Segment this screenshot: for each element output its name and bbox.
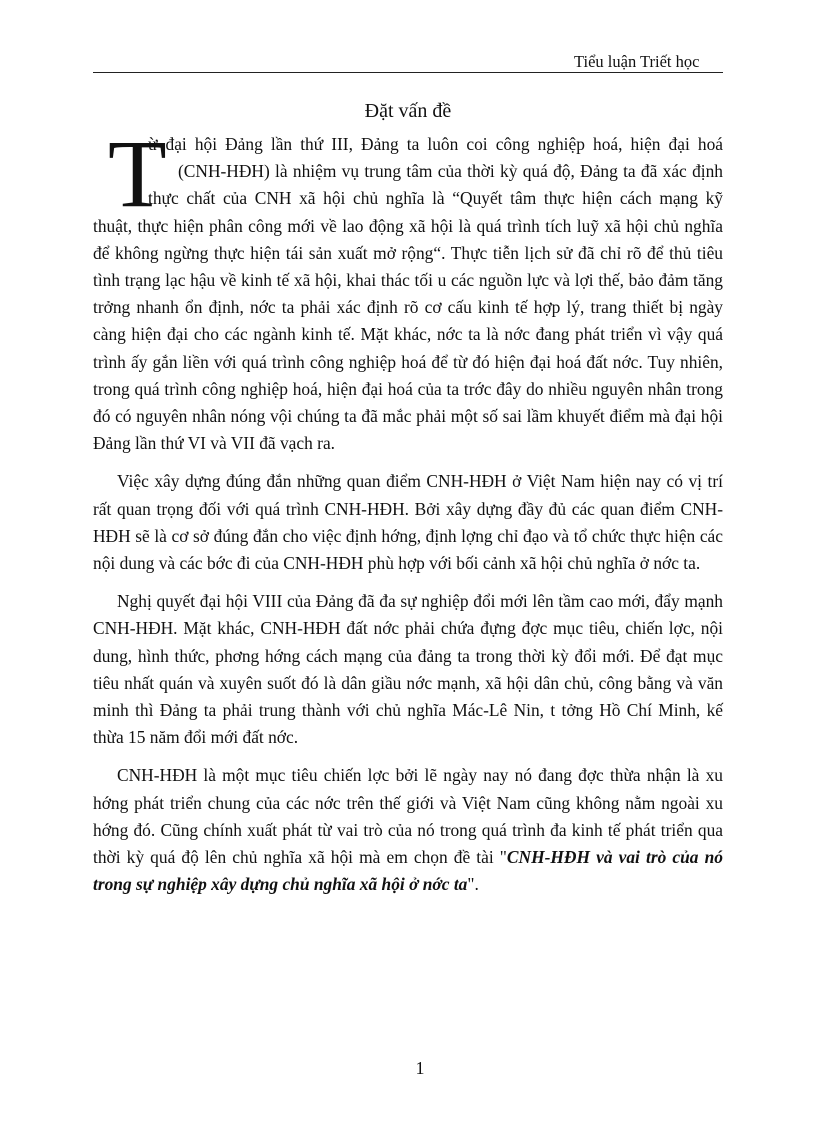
topic-title: CNH-HĐH và vai trò của nó trong sự nghiệp xây dựng chủ nghĩa xã hội ở nớc ta (93, 847, 723, 895)
drop-cap: T (108, 120, 167, 227)
paragraph-1-line: ừ đại hội Đảng lần thứ III, Đảng ta luôn coi công nghiệp hoá, hiện đại hoá (148, 134, 723, 154)
paragraph-4 (93, 762, 723, 898)
paragraph-3: Nghị quyết đại hội VIII của Đảng đã đa sự nghiệp đổi mới lên tầm cao mới, đẩy mạnh CNH-HĐH. Mặt khác, CNH-HĐH đất nớc phải chứa đựng đợc mục tiêu, chiến lợc, nội dung, hình thức, phơng hớng cách mạng của đảng ta trong thời kỳ đổi mới. Để đạt mục tiêu nhất quán và xuyên suốt đó là dân giầu nớc mạnh, xã hội dân chủ, công bằng và văn minh thì Đảng ta phải trung thành với chủ nghĩa Mác-Lê Nin, t tởng Hồ Chí Minh, kế thừa 15 năm đổi mới đất nớc. (93, 591, 723, 748)
paragraph-4-end: ". (467, 874, 479, 895)
paragraph-1-opening (148, 131, 723, 213)
page-title: Đặt vấn đề (364, 100, 452, 122)
paragraph-1-rest: thuật, thực hiện phân công mới về lao động xã hội là quá trình tích luỹ xã hội chủ nghĩa để không ngừng thực hiện tái sản xuất mở rộng“. Thực tiễn lịch sử đã chỉ rõ để thủ tiêu tình trạng lạc hậu về kinh tế xã hội, khai thác tối u các nguồn lực và lợi thế, bảo đảm tăng trởng nhanh ổn định, nớc ta phải xác định rõ cơ cấu kinh tế hợp lý, trang thiết bị ngày càng hiện đại cho các ngành kinh tế. Mặt khác, nớc ta là nớc đang phát triển vì vậy quá trình ấy gắn liền với quá trình công nghiệp hoá để từ đó hiện đại hoá đất nớc. Tuy nhiên, trong quá trình công nghiệp hoá, hiện đại hoá của ta trớc đây do nhiều nguyên nhân trong đó có nguyên nhân nóng vội chúng ta đã mắc phải một số sai lầm khuyết điểm mà đại hội Đảng lần thứ VI và VII đã vạch ra. (93, 215, 723, 454)
paragraph-2: Việc xây dựng đúng đắn những quan điểm CNH-HĐH ở Việt Nam hiện nay có vị trí rất quan trọng đối với quá trình CNH-HĐH. Bởi xây dựng đầy đủ các quan điểm CNH-HĐH sẽ là cơ sở đúng đắn cho việc định hớng, định lợng chỉ đạo và tổ chức thực hiện các nội dung và các bớc đi của CNH-HĐH phù hợp với bối cảnh xã hội chủ nghĩa ở nớc ta. (93, 471, 723, 574)
paragraph-1-line: thực chất của CNH xã hội chủ nghĩa là “Quyết tâm thực hiện cách mạng kỹ (148, 188, 723, 209)
paragraph-1-line: (CNH-HĐH) là nhiệm vụ trung tâm của thời kỳ quá độ, Đảng ta đã xác định (178, 161, 723, 182)
paragraph-4-text: CNH-HĐH là một mục tiêu chiến lợc bởi lẽ ngày nay nó đang đợc thừa nhận là xu hớng phát triển chung của các nớc trên thế giới và Việt Nam cũng không nằm ngoài xu hớng đó. Cũng chính xuất phát từ vai trò của nó trong quá trình đa kinh tế phát triển qua thời kỳ quá độ lên chủ nghĩa xã hội mà em chọn đề tài " (93, 765, 723, 868)
page-number: 1 (415, 1058, 425, 1078)
body-column (93, 213, 723, 899)
header-rule (93, 72, 723, 73)
running-header: Tiểu luận Triết học (574, 52, 700, 71)
